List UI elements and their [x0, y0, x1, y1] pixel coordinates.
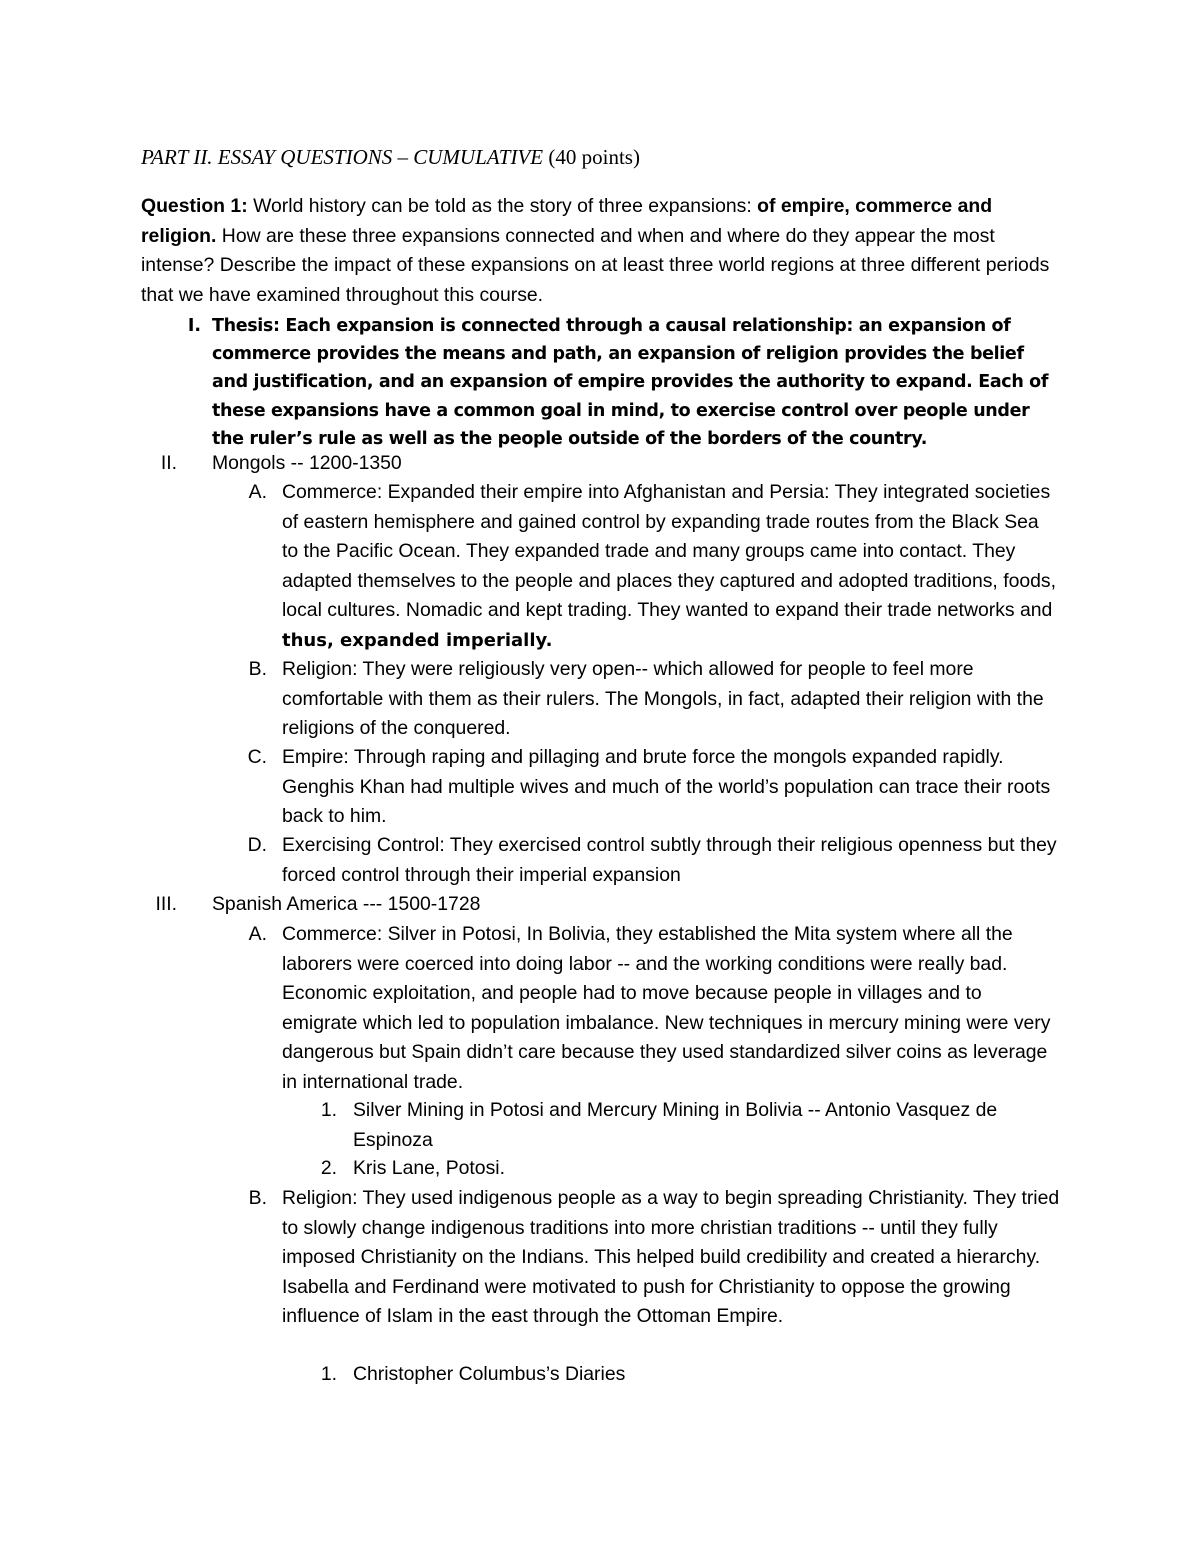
item-label: A. [248, 923, 267, 945]
item-label: B. [248, 658, 267, 680]
item-label: A. [248, 481, 267, 503]
item-text [282, 478, 1060, 656]
question-text-b: How are these three expansions connected and when and where do they appear the most intense? Describe the impact of these expansions on at least three world regions at three different periods that we have examined throughout this course. [141, 224, 1050, 306]
item-text: Exercising Control: They exercised control subtly through their religious openness but they forced control through their imperial expansion [282, 834, 1057, 886]
question-text-a: World history can be told as the story of three expansions: [253, 195, 758, 217]
outline-numeral-i: I. [187, 316, 201, 336]
source-text: Christopher Columbus’s Diaries [353, 1363, 626, 1385]
outline-numeral-ii: II. [160, 452, 177, 474]
source-label: 2. [320, 1157, 337, 1179]
item-text: Empire: Through raping and pillaging and brute force the mongols expanded rapidly. Genghis Khan had multiple wives and much of the world’s population can trace their roots back to him. [282, 746, 1051, 828]
mongols-commerce-text: Commerce: Expanded their empire into Afghanistan and Persia: They integrated societies of eastern hemisphere and gained control by expanding trade routes from the Black Sea to the Pacific Ocean. They expanded trade and many groups came into contact. They adapted themselves to the people and places they captured and adopted traditions, foods, local cultures. Nomadic and kept trading. They wanted to expand their trade networks and [282, 481, 1057, 622]
item-label: C. [247, 746, 267, 768]
source-text: Silver Mining in Potosi and Mercury Mining in Bolivia -- Antonio Vasquez de Espinoza [353, 1099, 998, 1151]
item-label: D. [247, 834, 267, 856]
source-label: 1. [320, 1099, 337, 1121]
question-1 [141, 192, 1066, 310]
part-heading [141, 143, 640, 171]
part-title: PART II. ESSAY QUESTIONS – CUMULATIVE [141, 145, 544, 169]
question-emphasis: of empire, commerce and religion. [141, 195, 993, 247]
mongols-commerce-bold: thus, expanded imperially. [282, 629, 553, 651]
source-text: Kris Lane, Potosi. [353, 1157, 505, 1179]
item-label: B. [248, 1187, 267, 1209]
item-text: Religion: They used indigenous people as a way to begin spreading Christianity. They tried to slowly change indigenous traditions into more christian traditions -- until they fully imposed Christianity on the Indians. This helped build credibility and created a hierarchy. Isabella and Ferdinand were motivated to push for Christianity to oppose the growing influence of Islam in the east through the Ottoman Empire. [282, 1187, 1060, 1328]
outline-numeral-iii: III. [155, 893, 177, 915]
thesis-text: Thesis: Each expansion is connected through a causal relationship: an expansion of commerce provides the means and path, an expansion of religion provides the belief and justification, and an expansion of empire provides the authority to expand. Each of these expansions have a common goal in mind, to exercise control over people under the ruler’s rule as well as the people outside of the borders of the country. [212, 316, 1049, 449]
item-text: Commerce: Silver in Potosi, In Bolivia, they established the Mita system where all the laborers were coerced into doing labor -- and the working conditions were really bad. Economic exploitation, and people had to move because people in villages and to emigrate which led to population imbalance. New techniques in mercury mining were very dangerous but Spain didn’t care because they used standardized silver coins as leverage in international trade. [282, 923, 1051, 1093]
section-title-spanish: Spanish America --- 1500-1728 [212, 893, 481, 915]
item-text: Religion: They were religiously very open-- which allowed for people to feel more comfortable with them as their rulers. The Mongols, in fact, adapted their religion with the religions of the conquered. [282, 658, 1044, 740]
source-label: 1. [320, 1363, 337, 1385]
section-title-mongols: Mongols -- 1200-1350 [212, 452, 402, 474]
question-label: Question 1: [141, 195, 248, 217]
part-points: (40 points) [548, 145, 640, 169]
